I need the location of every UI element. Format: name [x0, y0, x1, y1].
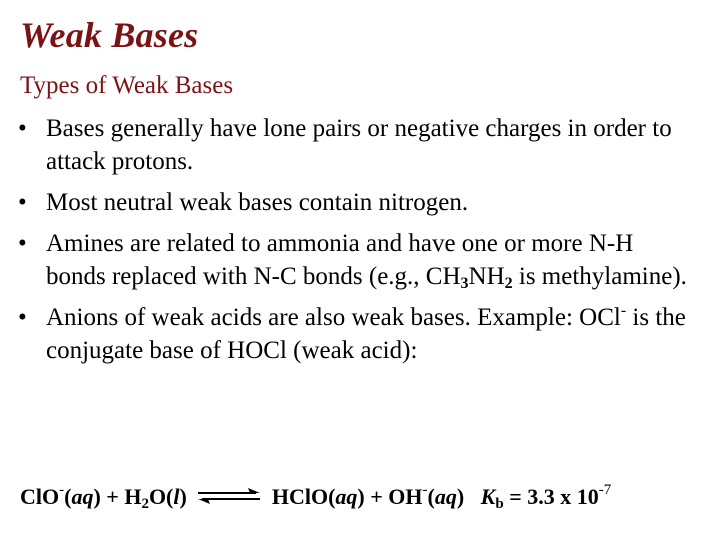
subscript: 3: [460, 275, 469, 292]
bullet-text-part: is methylamine).: [512, 263, 687, 290]
eq-text: ): [179, 484, 187, 509]
bullet-marker: •: [18, 189, 27, 216]
bullet-text: [46, 230, 687, 290]
superscript: -: [59, 482, 65, 498]
bullet-text-part: NH: [468, 263, 505, 290]
phase-label: aq: [335, 484, 358, 509]
bullet-text: [46, 304, 686, 364]
bullet-marker: •: [18, 230, 27, 257]
slide-title: Weak Bases: [20, 15, 199, 55]
phase-label: aq: [434, 484, 457, 509]
bullet-item: [18, 301, 688, 367]
eq-text: ): [456, 484, 465, 509]
superscript: -: [620, 302, 627, 319]
eq-text: ClO: [20, 484, 60, 509]
phase-label: l: [173, 484, 180, 509]
reactants: [20, 482, 187, 512]
subscript: 2: [141, 496, 149, 512]
eq-text: ) + H: [93, 484, 142, 509]
kb-expression: [480, 482, 612, 512]
eq-text: (: [64, 484, 72, 509]
bullet-item: [18, 186, 688, 219]
bullet-marker: •: [18, 304, 27, 331]
bullet-list: [18, 112, 688, 375]
eq-text: HClO(: [271, 484, 336, 509]
bullet-text: Most neutral weak bases contain nitrogen.: [46, 189, 469, 216]
bullet-text-part: is the conjugate base of HOCl (weak acid):: [46, 304, 686, 364]
eq-text: ) + OH: [357, 484, 423, 509]
equilibrium-arrows-icon: [196, 484, 262, 514]
kb-symbol: K: [480, 484, 496, 509]
kb-value: = 3.3 x 10: [503, 484, 599, 509]
bullet-item: [18, 227, 688, 293]
slide-subtitle: Types of Weak Bases: [20, 72, 234, 99]
bullet-item: [18, 112, 688, 178]
bullet-text-part: Amines are related to ammonia and have one or more N-H bonds replaced with N-C bonds (e.g., CH: [46, 230, 634, 290]
bullet-marker: •: [18, 115, 27, 142]
subscript: 2: [504, 275, 513, 292]
products: [272, 484, 464, 509]
chemical-equation: [20, 482, 710, 514]
superscript: -7: [598, 482, 612, 498]
eq-text: O(: [148, 484, 174, 509]
bullet-text-part: Anions of weak acids are also weak bases. Example: OCl: [46, 304, 621, 331]
subscript: b: [495, 496, 504, 512]
phase-label: aq: [71, 484, 94, 509]
bullet-text: Bases generally have lone pairs or negative charges in order to attack protons.: [46, 115, 672, 175]
eq-text: (: [427, 484, 435, 509]
superscript: -: [422, 482, 428, 498]
